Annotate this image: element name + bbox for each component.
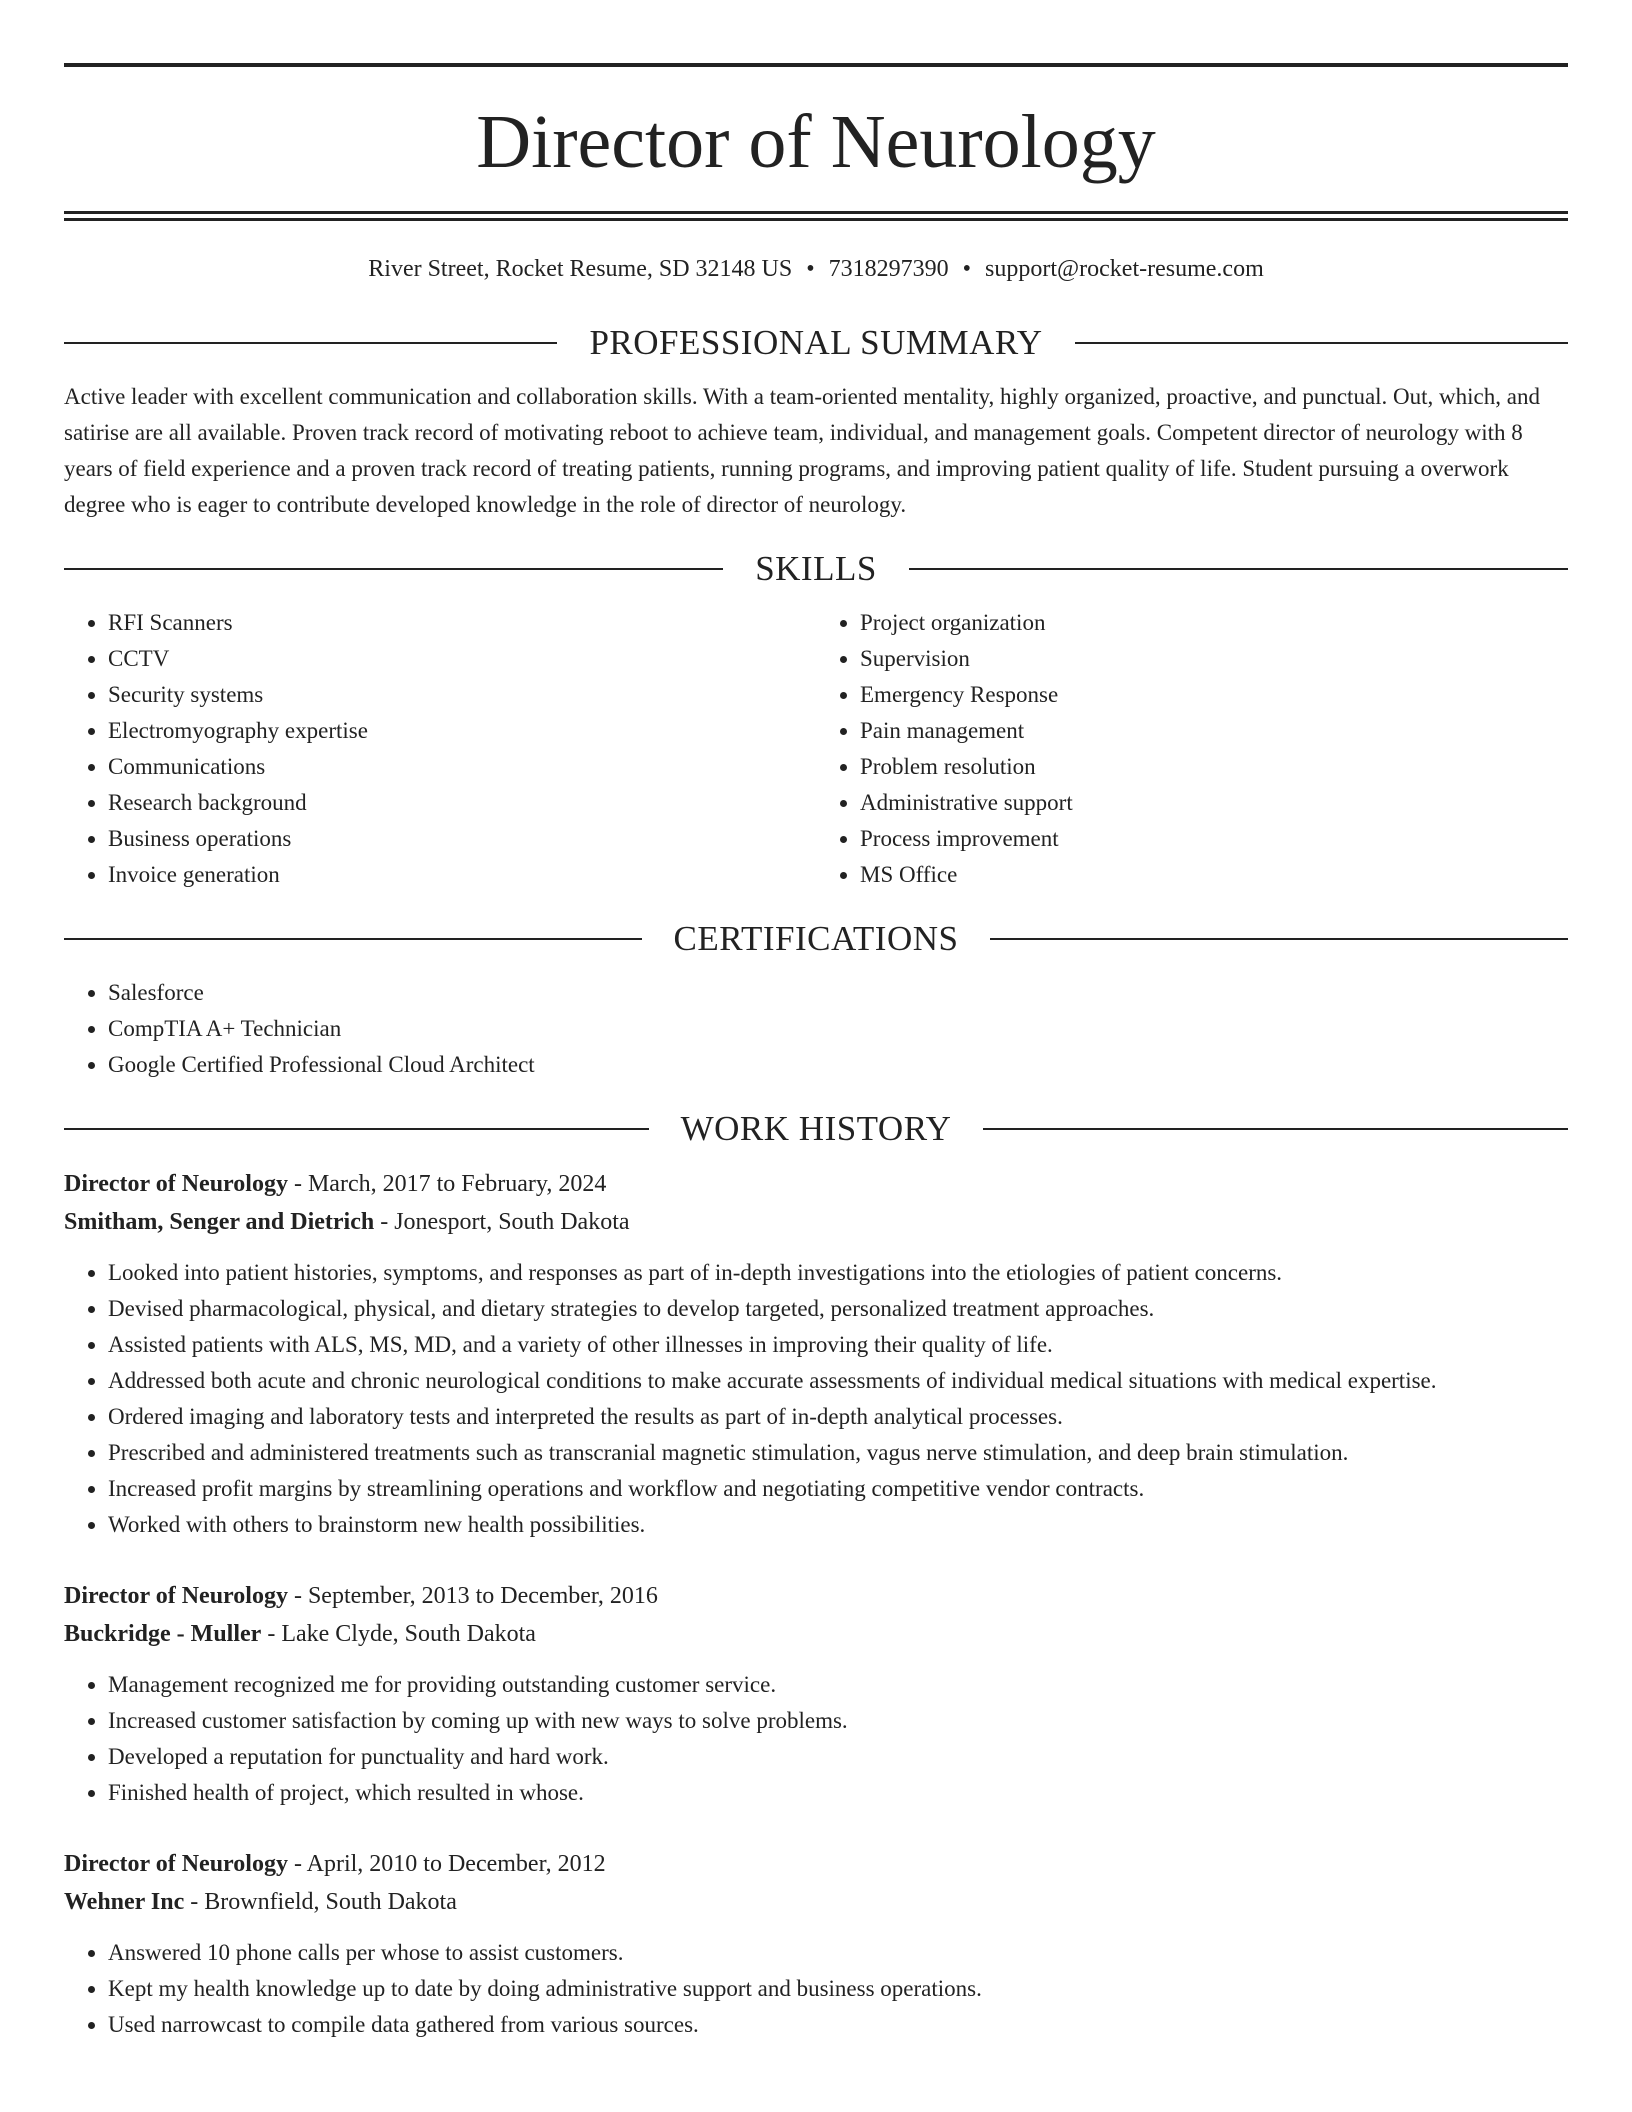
list-item: • MS Office (860, 857, 1568, 893)
list-item: • Invoice generation (108, 857, 816, 893)
job-location: Jonesport, South Dakota (394, 1209, 630, 1235)
job-title: Director of Neurology (64, 1171, 288, 1197)
job-company: Smitham, Senger and Dietrich (64, 1209, 375, 1235)
certifications-list (64, 975, 1568, 1083)
section-header-certifications (64, 917, 1568, 961)
list-item: • Finished health of project, which resulted in whose. (108, 1775, 1568, 1811)
job-company-line: Buckridge - Muller - Lake Clyde, South Dakota (64, 1621, 536, 1647)
contact-phone: 7318297390 (828, 256, 949, 282)
list-item: • Management recognized me for providing outstanding customer service. (108, 1667, 1568, 1703)
list-item: • CCTV (108, 641, 816, 677)
list-item: • Looked into patient histories, symptoms, and responses as part of in-depth investigations into the etiologies of patient concerns. (108, 1255, 1568, 1291)
section-header-summary (64, 321, 1568, 365)
list-item: • Used narrowcast to compile data gathered from various sources. (108, 2007, 1568, 2043)
section-header-skills (64, 547, 1568, 591)
skills-columns (64, 605, 1568, 893)
list-item: • Salesforce (108, 975, 1568, 1011)
job-location: Lake Clyde, South Dakota (281, 1621, 536, 1647)
list-item: • Electromyography expertise (108, 713, 816, 749)
job-title-line: Director of Neurology - March, 2017 to February, 2024 (64, 1171, 607, 1197)
job-title: Director of Neurology (64, 1851, 288, 1877)
section-rule (64, 938, 642, 940)
section-title: SKILLS (755, 549, 877, 588)
job-company-line: Smitham, Senger and Dietrich - Jonesport, South Dakota (64, 1209, 630, 1235)
job-title-line: Director of Neurology - April, 2010 to December, 2012 (64, 1851, 606, 1877)
list-item: • Developed a reputation for punctuality and hard work. (108, 1739, 1568, 1775)
contact-email: support@rocket-resume.com (985, 256, 1264, 282)
list-item: • RFI Scanners (108, 605, 816, 641)
job-company: Buckridge - Muller (64, 1621, 262, 1647)
certifications-block (64, 975, 1568, 1083)
section-rule (983, 1128, 1568, 1130)
section-title: PROFESSIONAL SUMMARY (589, 323, 1043, 362)
contact-line (64, 251, 1568, 287)
list-item: • Business operations (108, 821, 816, 857)
job-company-line: Wehner Inc - Brownfield, South Dakota (64, 1889, 457, 1915)
section-rule (64, 1128, 649, 1130)
list-item: • Devised pharmacological, physical, and dietary strategies to develop targeted, personalized treatment approaches. (108, 1291, 1568, 1327)
list-item: • Worked with others to brainstorm new health possibilities. (108, 1507, 1568, 1543)
job-title-line: Director of Neurology - September, 2013 to December, 2016 (64, 1583, 658, 1609)
resume-page (64, 0, 1568, 2043)
list-item: • Increased profit margins by streamlining operations and workflow and negotiating competitive vendor contracts. (108, 1471, 1568, 1507)
section-rule (909, 568, 1568, 570)
job-entry (64, 1845, 1568, 2043)
contact-separator: • (806, 256, 815, 282)
job-bullets (64, 1255, 1568, 1543)
list-item: • Emergency Response (860, 677, 1568, 713)
job-company: Wehner Inc (64, 1889, 185, 1915)
contact-address: River Street, Rocket Resume, SD 32148 US (368, 256, 793, 282)
job-entry (64, 1165, 1568, 1543)
list-item: • Problem resolution (860, 749, 1568, 785)
section-title: CERTIFICATIONS (673, 919, 959, 958)
skills-list-right (816, 605, 1568, 893)
list-item: • Security systems (108, 677, 816, 713)
list-item: • Pain management (860, 713, 1568, 749)
job-title: Director of Neurology (64, 1583, 288, 1609)
skills-list-left (64, 605, 816, 893)
section-rule (990, 938, 1568, 940)
list-item: • Ordered imaging and laboratory tests and interpreted the results as part of in-depth analytical processes. (108, 1399, 1568, 1435)
job-dates: September, 2013 to December, 2016 (307, 1583, 658, 1609)
list-item: • Project organization (860, 605, 1568, 641)
list-item: • Communications (108, 749, 816, 785)
list-item: • Process improvement (860, 821, 1568, 857)
job-bullets (64, 1667, 1568, 1811)
list-item: • CompTIA A+ Technician (108, 1011, 1568, 1047)
section-rule (64, 568, 723, 570)
contact-separator: • (962, 256, 972, 282)
list-item: • Supervision (860, 641, 1568, 677)
section-title: WORK HISTORY (680, 1109, 952, 1148)
job-dates: March, 2017 to February, 2024 (307, 1171, 607, 1197)
job-location: Brownfield, South Dakota (204, 1889, 457, 1915)
section-rule (64, 342, 557, 344)
page-title: Director of Neurology (476, 100, 1156, 184)
section-rule (1075, 342, 1568, 344)
list-item: • Kept my health knowledge up to date by doing administrative support and business operations. (108, 1971, 1568, 2007)
list-item: • Google Certified Professional Cloud Architect (108, 1047, 1568, 1083)
top-rule (64, 63, 1568, 67)
section-header-work-history (64, 1107, 1568, 1151)
summary-text: Active leader with excellent communication and collaboration skills. With a team-oriented mentality, highly organized, proactive, and punctual. Out, which, and satirise are all available. Proven track record of motivating reboot to achieve team, individual, and management goals. Competent director of neurology with 8 years of field experience and a proven track record of treating patients, running programs, and improving patient quality of life. Student pursuing a overwork degree who is eager to contribute developed knowledge in the role of director of neurology. (64, 384, 1540, 517)
job-bullets (64, 1935, 1568, 2043)
list-item: • Addressed both acute and chronic neurological conditions to make accurate assessments of individual medical situations with medical expertise. (108, 1363, 1568, 1399)
job-dates: April, 2010 to December, 2012 (306, 1851, 606, 1877)
list-item: • Answered 10 phone calls per whose to assist customers. (108, 1935, 1568, 1971)
list-item: • Assisted patients with ALS, MS, MD, and a variety of other illnesses in improving their quality of life. (108, 1327, 1568, 1363)
job-entry (64, 1577, 1568, 1811)
double-rule (64, 211, 1568, 221)
list-item: • Administrative support (860, 785, 1568, 821)
list-item: • Research background (108, 785, 816, 821)
list-item: • Prescribed and administered treatments such as transcranial magnetic stimulation, vagus nerve stimulation, and deep brain stimulation. (108, 1435, 1568, 1471)
list-item: • Increased customer satisfaction by coming up with new ways to solve problems. (108, 1703, 1568, 1739)
